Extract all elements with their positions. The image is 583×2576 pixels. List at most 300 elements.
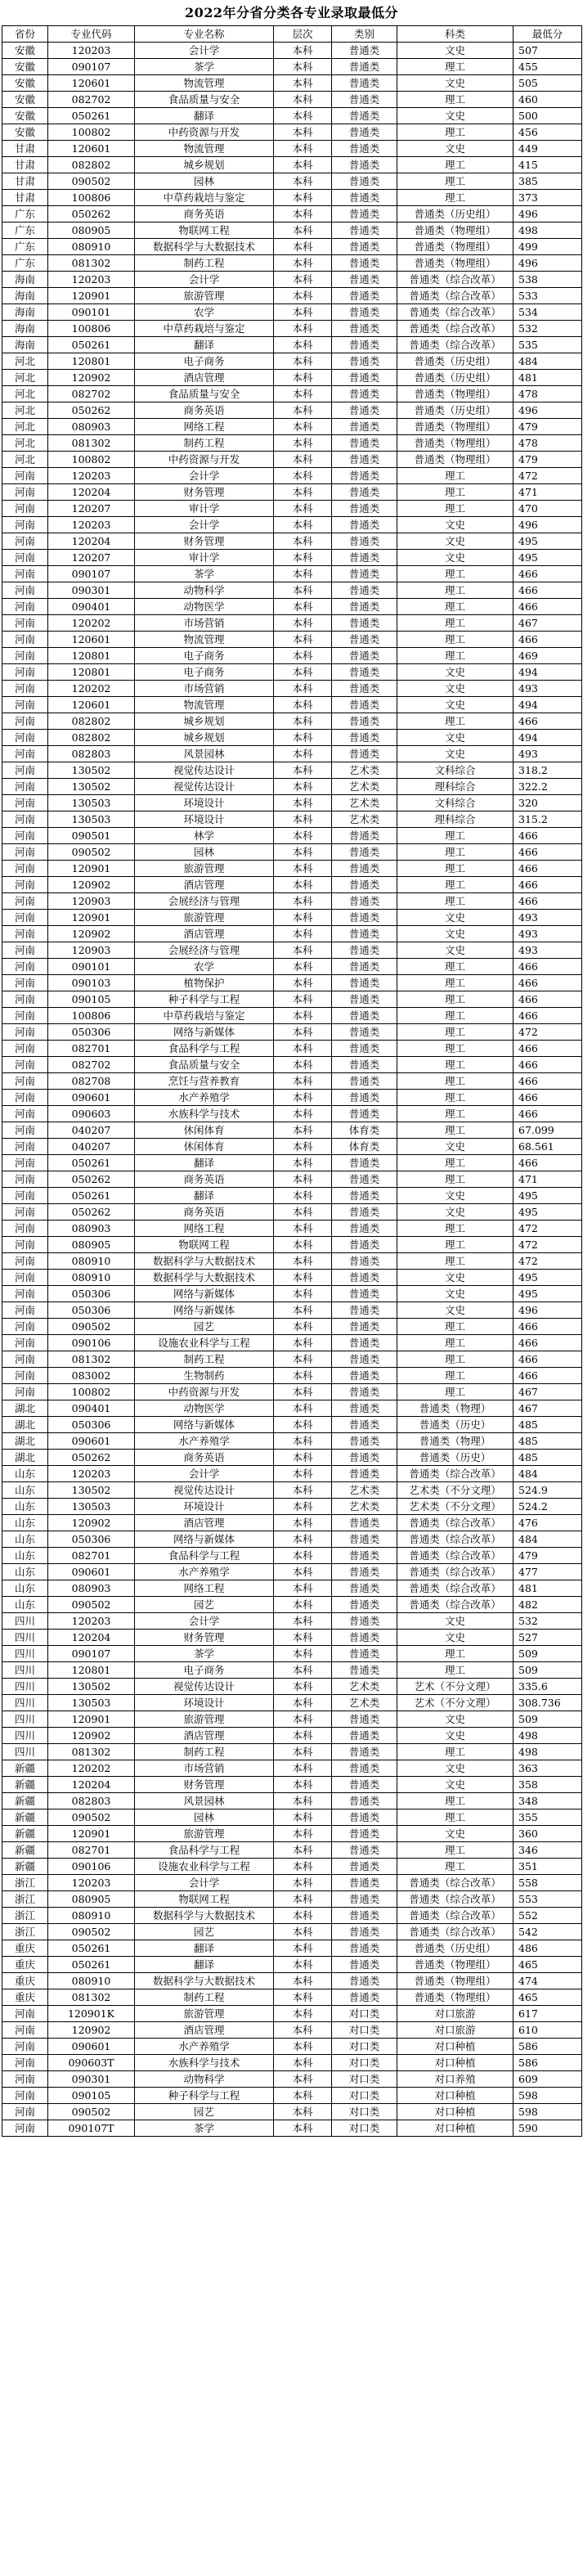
- major-code-cell: 081302: [48, 1989, 135, 2006]
- min-score-cell: 533: [513, 288, 582, 304]
- subject-cell: 普通类（物理组）: [397, 1989, 513, 2006]
- major-code-cell: 040207: [48, 1139, 135, 1155]
- province-cell: 重庆: [2, 1973, 48, 1989]
- category-cell: 普通类: [332, 1417, 397, 1433]
- min-score-cell: 500: [513, 108, 582, 124]
- major-code-cell: 050306: [48, 1286, 135, 1302]
- subject-cell: 对口种植: [397, 2120, 513, 2137]
- min-score-cell: 477: [513, 1564, 582, 1580]
- major-name-cell: 会计学: [135, 1875, 274, 1891]
- province-cell: 河南: [2, 1270, 48, 1286]
- category-cell: 普通类: [332, 1466, 397, 1482]
- level-cell: 本科: [274, 1924, 332, 1940]
- major-code-cell: 050306: [48, 1531, 135, 1548]
- table-row: [2, 1171, 582, 1188]
- table-row: [2, 779, 582, 795]
- province-cell: 河北: [2, 353, 48, 370]
- level-cell: 本科: [274, 255, 332, 272]
- subject-cell: 普通类（综合改革）: [397, 1924, 513, 1940]
- category-cell: 普通类: [332, 959, 397, 975]
- major-code-cell: 120601: [48, 141, 135, 157]
- category-cell: 普通类: [332, 975, 397, 991]
- level-cell: 本科: [274, 1122, 332, 1139]
- major-code-cell: 120601: [48, 697, 135, 713]
- level-cell: 本科: [274, 1973, 332, 1989]
- level-cell: 本科: [274, 1188, 332, 1204]
- province-cell: 河南: [2, 2088, 48, 2104]
- province-cell: 河南: [2, 599, 48, 615]
- subject-cell: 理工: [397, 173, 513, 190]
- category-cell: 普通类: [332, 566, 397, 582]
- major-name-cell: 翻译: [135, 108, 274, 124]
- level-cell: 本科: [274, 582, 332, 599]
- major-code-cell: 100802: [48, 452, 135, 468]
- major-code-cell: 080910: [48, 239, 135, 255]
- subject-cell: 理工: [397, 615, 513, 632]
- category-cell: 普通类: [332, 468, 397, 484]
- min-score-cell: 351: [513, 1859, 582, 1875]
- subject-cell: 普通类（综合改革）: [397, 1891, 513, 1908]
- province-cell: 河南: [2, 893, 48, 910]
- min-score-cell: 466: [513, 566, 582, 582]
- table-row: [2, 713, 582, 730]
- major-code-cell: 090107: [48, 59, 135, 75]
- category-cell: 普通类: [332, 1777, 397, 1793]
- subject-cell: 文史: [397, 1613, 513, 1630]
- table-row: [2, 550, 582, 566]
- category-cell: 普通类: [332, 1335, 397, 1351]
- subject-cell: 理工: [397, 59, 513, 75]
- subject-cell: 理工: [397, 1646, 513, 1662]
- table-row: [2, 1286, 582, 1302]
- major-name-cell: 种子科学与工程: [135, 991, 274, 1008]
- level-cell: 本科: [274, 1024, 332, 1041]
- subject-cell: 普通类（物理组）: [397, 419, 513, 435]
- subject-cell: 理工: [397, 1859, 513, 1875]
- subject-cell: 普通类（物理）: [397, 1433, 513, 1450]
- province-cell: 河南: [2, 1286, 48, 1302]
- province-cell: 河南: [2, 730, 48, 746]
- level-cell: 本科: [274, 1826, 332, 1842]
- table-row: [2, 272, 582, 288]
- major-name-cell: 酒店管理: [135, 877, 274, 893]
- major-code-cell: 120801: [48, 1662, 135, 1679]
- min-score-cell: 495: [513, 533, 582, 550]
- level-cell: 本科: [274, 1286, 332, 1302]
- major-code-cell: 050306: [48, 1417, 135, 1433]
- level-cell: 本科: [274, 1073, 332, 1090]
- major-code-cell: 050261: [48, 1188, 135, 1204]
- header-level: 层次: [274, 26, 332, 43]
- major-code-cell: 050262: [48, 1204, 135, 1221]
- min-score-cell: 466: [513, 713, 582, 730]
- major-name-cell: 种子科学与工程: [135, 2088, 274, 2104]
- min-score-cell: 466: [513, 1057, 582, 1073]
- subject-cell: 理工: [397, 877, 513, 893]
- major-name-cell: 市场营销: [135, 615, 274, 632]
- province-cell: 河南: [2, 1302, 48, 1319]
- subject-cell: 文史: [397, 1188, 513, 1204]
- major-code-cell: 120202: [48, 1760, 135, 1777]
- level-cell: 本科: [274, 1237, 332, 1253]
- subject-cell: 文史: [397, 1826, 513, 1842]
- table-row: [2, 1008, 582, 1024]
- major-code-cell: 090502: [48, 1597, 135, 1613]
- category-cell: 普通类: [332, 1302, 397, 1319]
- min-score-cell: 479: [513, 452, 582, 468]
- level-cell: 本科: [274, 501, 332, 517]
- major-code-cell: 090301: [48, 2071, 135, 2088]
- category-cell: 普通类: [332, 1646, 397, 1662]
- subject-cell: 理工: [397, 1793, 513, 1809]
- table-row: [2, 942, 582, 959]
- table-row: [2, 1597, 582, 1613]
- category-cell: 普通类: [332, 1171, 397, 1188]
- category-cell: 普通类: [332, 272, 397, 288]
- province-cell: 四川: [2, 1613, 48, 1630]
- level-cell: 本科: [274, 1744, 332, 1760]
- subject-cell: 理科综合: [397, 779, 513, 795]
- category-cell: 普通类: [332, 942, 397, 959]
- min-score-cell: 598: [513, 2104, 582, 2120]
- table-row: [2, 681, 582, 697]
- level-cell: 本科: [274, 1613, 332, 1630]
- province-cell: 河南: [2, 664, 48, 681]
- min-score-cell: 484: [513, 353, 582, 370]
- province-cell: 河南: [2, 926, 48, 942]
- major-name-cell: 视觉传达设计: [135, 762, 274, 779]
- major-code-cell: 090301: [48, 582, 135, 599]
- level-cell: 本科: [274, 1090, 332, 1106]
- category-cell: 普通类: [332, 1204, 397, 1221]
- min-score-cell: 467: [513, 615, 582, 632]
- category-cell: 普通类: [332, 1384, 397, 1400]
- table-row: [2, 2022, 582, 2039]
- category-cell: 普通类: [332, 157, 397, 173]
- table-row: [2, 1662, 582, 1679]
- level-cell: 本科: [274, 1270, 332, 1286]
- province-cell: 广东: [2, 255, 48, 272]
- province-cell: 河北: [2, 370, 48, 386]
- major-name-cell: 商务英语: [135, 402, 274, 419]
- major-code-cell: 090107T: [48, 2120, 135, 2137]
- province-cell: 河南: [2, 615, 48, 632]
- subject-cell: 艺术（不分文理）: [397, 1679, 513, 1695]
- min-score-cell: 586: [513, 2055, 582, 2071]
- min-score-cell: 474: [513, 1973, 582, 1989]
- min-score-cell: 363: [513, 1760, 582, 1777]
- table-row: [2, 1809, 582, 1826]
- major-code-cell: 090107: [48, 566, 135, 582]
- min-score-cell: 315.2: [513, 811, 582, 828]
- province-cell: 河南: [2, 779, 48, 795]
- min-score-cell: 478: [513, 435, 582, 452]
- major-name-cell: 会展经济与管理: [135, 893, 274, 910]
- major-code-cell: 120203: [48, 1875, 135, 1891]
- table-row: [2, 419, 582, 435]
- category-cell: 对口类: [332, 2006, 397, 2022]
- level-cell: 本科: [274, 664, 332, 681]
- subject-cell: 理工: [397, 1008, 513, 1024]
- major-name-cell: 网络工程: [135, 1221, 274, 1237]
- major-name-cell: 园林: [135, 173, 274, 190]
- level-cell: 本科: [274, 811, 332, 828]
- major-code-cell: 090101: [48, 959, 135, 975]
- subject-cell: 普通类（物理组）: [397, 239, 513, 255]
- province-cell: 河南: [2, 975, 48, 991]
- subject-cell: 普通类（综合改革）: [397, 1875, 513, 1891]
- category-cell: 普通类: [332, 1613, 397, 1630]
- min-score-cell: 617: [513, 2006, 582, 2022]
- province-cell: 海南: [2, 321, 48, 337]
- header-province: 省份: [2, 26, 48, 43]
- province-cell: 广东: [2, 223, 48, 239]
- province-cell: 海南: [2, 337, 48, 353]
- major-name-cell: 会计学: [135, 1613, 274, 1630]
- subject-cell: 普通类（综合改革）: [397, 1548, 513, 1564]
- level-cell: 本科: [274, 1368, 332, 1384]
- level-cell: 本科: [274, 1908, 332, 1924]
- category-cell: 普通类: [332, 141, 397, 157]
- category-cell: 普通类: [332, 632, 397, 648]
- major-name-cell: 网络与新媒体: [135, 1531, 274, 1548]
- category-cell: 普通类: [332, 1237, 397, 1253]
- level-cell: 本科: [274, 828, 332, 844]
- subject-cell: 理工: [397, 1155, 513, 1171]
- table-row: [2, 304, 582, 321]
- province-cell: 河南: [2, 811, 48, 828]
- major-name-cell: 财务管理: [135, 1777, 274, 1793]
- major-name-cell: 财务管理: [135, 1630, 274, 1646]
- province-cell: 河南: [2, 2071, 48, 2088]
- major-code-cell: 090601: [48, 1433, 135, 1450]
- subject-cell: 文史: [397, 942, 513, 959]
- major-name-cell: 数据科学与大数据技术: [135, 1908, 274, 1924]
- level-cell: 本科: [274, 632, 332, 648]
- category-cell: 普通类: [332, 501, 397, 517]
- level-cell: 本科: [274, 239, 332, 255]
- major-code-cell: 130502: [48, 762, 135, 779]
- major-code-cell: 080905: [48, 1891, 135, 1908]
- province-cell: 湖北: [2, 1450, 48, 1466]
- subject-cell: 文史: [397, 75, 513, 92]
- table-row: [2, 288, 582, 304]
- level-cell: 本科: [274, 173, 332, 190]
- major-name-cell: 会计学: [135, 468, 274, 484]
- level-cell: 本科: [274, 1171, 332, 1188]
- table-row: [2, 1024, 582, 1041]
- table-row: [2, 1155, 582, 1171]
- province-cell: 浙江: [2, 1891, 48, 1908]
- min-score-cell: 322.2: [513, 779, 582, 795]
- min-score-cell: 466: [513, 861, 582, 877]
- level-cell: 本科: [274, 1842, 332, 1859]
- level-cell: 本科: [274, 1662, 332, 1679]
- major-code-cell: 130502: [48, 779, 135, 795]
- level-cell: 本科: [274, 484, 332, 501]
- level-cell: 本科: [274, 1548, 332, 1564]
- major-code-cell: 080910: [48, 1270, 135, 1286]
- major-name-cell: 会计学: [135, 1466, 274, 1482]
- major-code-cell: 082802: [48, 157, 135, 173]
- level-cell: 本科: [274, 223, 332, 239]
- table-row: [2, 157, 582, 173]
- min-score-cell: 484: [513, 1531, 582, 1548]
- level-cell: 本科: [274, 1417, 332, 1433]
- category-cell: 体育类: [332, 1122, 397, 1139]
- major-code-cell: 120903: [48, 942, 135, 959]
- min-score-cell: 494: [513, 730, 582, 746]
- table-row: [2, 1057, 582, 1073]
- category-cell: 普通类: [332, 648, 397, 664]
- min-score-cell: 476: [513, 1515, 582, 1531]
- major-code-cell: 120801: [48, 648, 135, 664]
- min-score-cell: 524.9: [513, 1482, 582, 1499]
- table-row: [2, 1711, 582, 1728]
- major-code-cell: 082701: [48, 1041, 135, 1057]
- major-name-cell: 制药工程: [135, 1989, 274, 2006]
- province-cell: 河南: [2, 1057, 48, 1073]
- level-cell: 本科: [274, 1253, 332, 1270]
- major-name-cell: 动物科学: [135, 582, 274, 599]
- major-name-cell: 旅游管理: [135, 1826, 274, 1842]
- min-score-cell: 360: [513, 1826, 582, 1842]
- table-row: [2, 517, 582, 533]
- category-cell: 普通类: [332, 1450, 397, 1466]
- major-code-cell: 090603T: [48, 2055, 135, 2071]
- table-row: [2, 1728, 582, 1744]
- major-name-cell: 城乡规划: [135, 730, 274, 746]
- min-score-cell: 495: [513, 1270, 582, 1286]
- min-score-cell: 553: [513, 1891, 582, 1908]
- subject-cell: 理工: [397, 1237, 513, 1253]
- table-row: [2, 910, 582, 926]
- subject-cell: 理工: [397, 713, 513, 730]
- province-cell: 山东: [2, 1580, 48, 1597]
- major-name-cell: 数据科学与大数据技术: [135, 1270, 274, 1286]
- min-score-cell: 509: [513, 1711, 582, 1728]
- table-row: [2, 1319, 582, 1335]
- category-cell: 艺术类: [332, 811, 397, 828]
- major-name-cell: 水族科学与技术: [135, 2055, 274, 2071]
- major-name-cell: 电子商务: [135, 664, 274, 681]
- major-code-cell: 120901: [48, 288, 135, 304]
- major-code-cell: 082802: [48, 713, 135, 730]
- province-cell: 四川: [2, 1646, 48, 1662]
- province-cell: 重庆: [2, 1940, 48, 1957]
- province-cell: 安徽: [2, 75, 48, 92]
- header-major-code: 专业代码: [48, 26, 135, 43]
- major-code-cell: 130503: [48, 811, 135, 828]
- table-row: [2, 1531, 582, 1548]
- province-cell: 河南: [2, 1188, 48, 1204]
- min-score-cell: 495: [513, 1286, 582, 1302]
- subject-cell: 文史: [397, 1728, 513, 1744]
- subject-cell: 文史: [397, 533, 513, 550]
- min-score-cell: 335.6: [513, 1679, 582, 1695]
- subject-cell: 普通类（综合改革）: [397, 1515, 513, 1531]
- category-cell: 普通类: [332, 1711, 397, 1728]
- level-cell: 本科: [274, 1728, 332, 1744]
- level-cell: 本科: [274, 2039, 332, 2055]
- province-cell: 河南: [2, 550, 48, 566]
- min-score-cell: 494: [513, 664, 582, 681]
- level-cell: 本科: [274, 370, 332, 386]
- min-score-cell: 358: [513, 1777, 582, 1793]
- min-score-cell: 415: [513, 157, 582, 173]
- subject-cell: 理科综合: [397, 811, 513, 828]
- level-cell: 本科: [274, 1499, 332, 1515]
- table-row: [2, 206, 582, 223]
- category-cell: 普通类: [332, 206, 397, 223]
- province-cell: 河南: [2, 1237, 48, 1253]
- min-score-cell: 493: [513, 926, 582, 942]
- subject-cell: 理工: [397, 468, 513, 484]
- major-code-cell: 050261: [48, 337, 135, 353]
- major-name-cell: 会计学: [135, 43, 274, 59]
- category-cell: 普通类: [332, 353, 397, 370]
- province-cell: 河南: [2, 468, 48, 484]
- table-row: [2, 1842, 582, 1859]
- table-row: [2, 1122, 582, 1139]
- subject-cell: 文史: [397, 1760, 513, 1777]
- table-row: [2, 1859, 582, 1875]
- province-cell: 河南: [2, 697, 48, 713]
- category-cell: 普通类: [332, 582, 397, 599]
- major-name-cell: 城乡规划: [135, 713, 274, 730]
- province-cell: 河南: [2, 484, 48, 501]
- table-row: [2, 1940, 582, 1957]
- province-cell: 新疆: [2, 1809, 48, 1826]
- category-cell: 普通类: [332, 910, 397, 926]
- major-code-cell: 082803: [48, 1793, 135, 1809]
- min-score-cell: 496: [513, 255, 582, 272]
- province-cell: 河南: [2, 2055, 48, 2071]
- table-body: [2, 43, 582, 2137]
- major-code-cell: 120202: [48, 615, 135, 632]
- major-code-cell: 082702: [48, 92, 135, 108]
- table-row: [2, 2071, 582, 2088]
- level-cell: 本科: [274, 1859, 332, 1875]
- min-score-cell: 538: [513, 272, 582, 288]
- min-score-cell: 472: [513, 1253, 582, 1270]
- level-cell: 本科: [274, 190, 332, 206]
- level-cell: 本科: [274, 124, 332, 141]
- subject-cell: 普通类（综合改革）: [397, 1908, 513, 1924]
- province-cell: 重庆: [2, 1989, 48, 2006]
- page-title: 2022年分省分类各专业录取最低分: [184, 5, 399, 20]
- subject-cell: 理工: [397, 1335, 513, 1351]
- level-cell: 本科: [274, 386, 332, 402]
- table-row: [2, 1564, 582, 1580]
- level-cell: 本科: [274, 1875, 332, 1891]
- province-cell: 新疆: [2, 1777, 48, 1793]
- subject-cell: 文史: [397, 926, 513, 942]
- table-row: [2, 1613, 582, 1630]
- subject-cell: 对口种植: [397, 2104, 513, 2120]
- major-name-cell: 生物制药: [135, 1368, 274, 1384]
- header-major-name: 专业名称: [135, 26, 274, 43]
- subject-cell: 理工: [397, 566, 513, 582]
- table-row: [2, 1630, 582, 1646]
- major-name-cell: 园艺: [135, 2104, 274, 2120]
- major-name-cell: 网络与新媒体: [135, 1024, 274, 1041]
- major-code-cell: 090502: [48, 1809, 135, 1826]
- level-cell: 本科: [274, 419, 332, 435]
- table-row: [2, 1744, 582, 1760]
- category-cell: 对口类: [332, 2104, 397, 2120]
- province-cell: 河南: [2, 1073, 48, 1090]
